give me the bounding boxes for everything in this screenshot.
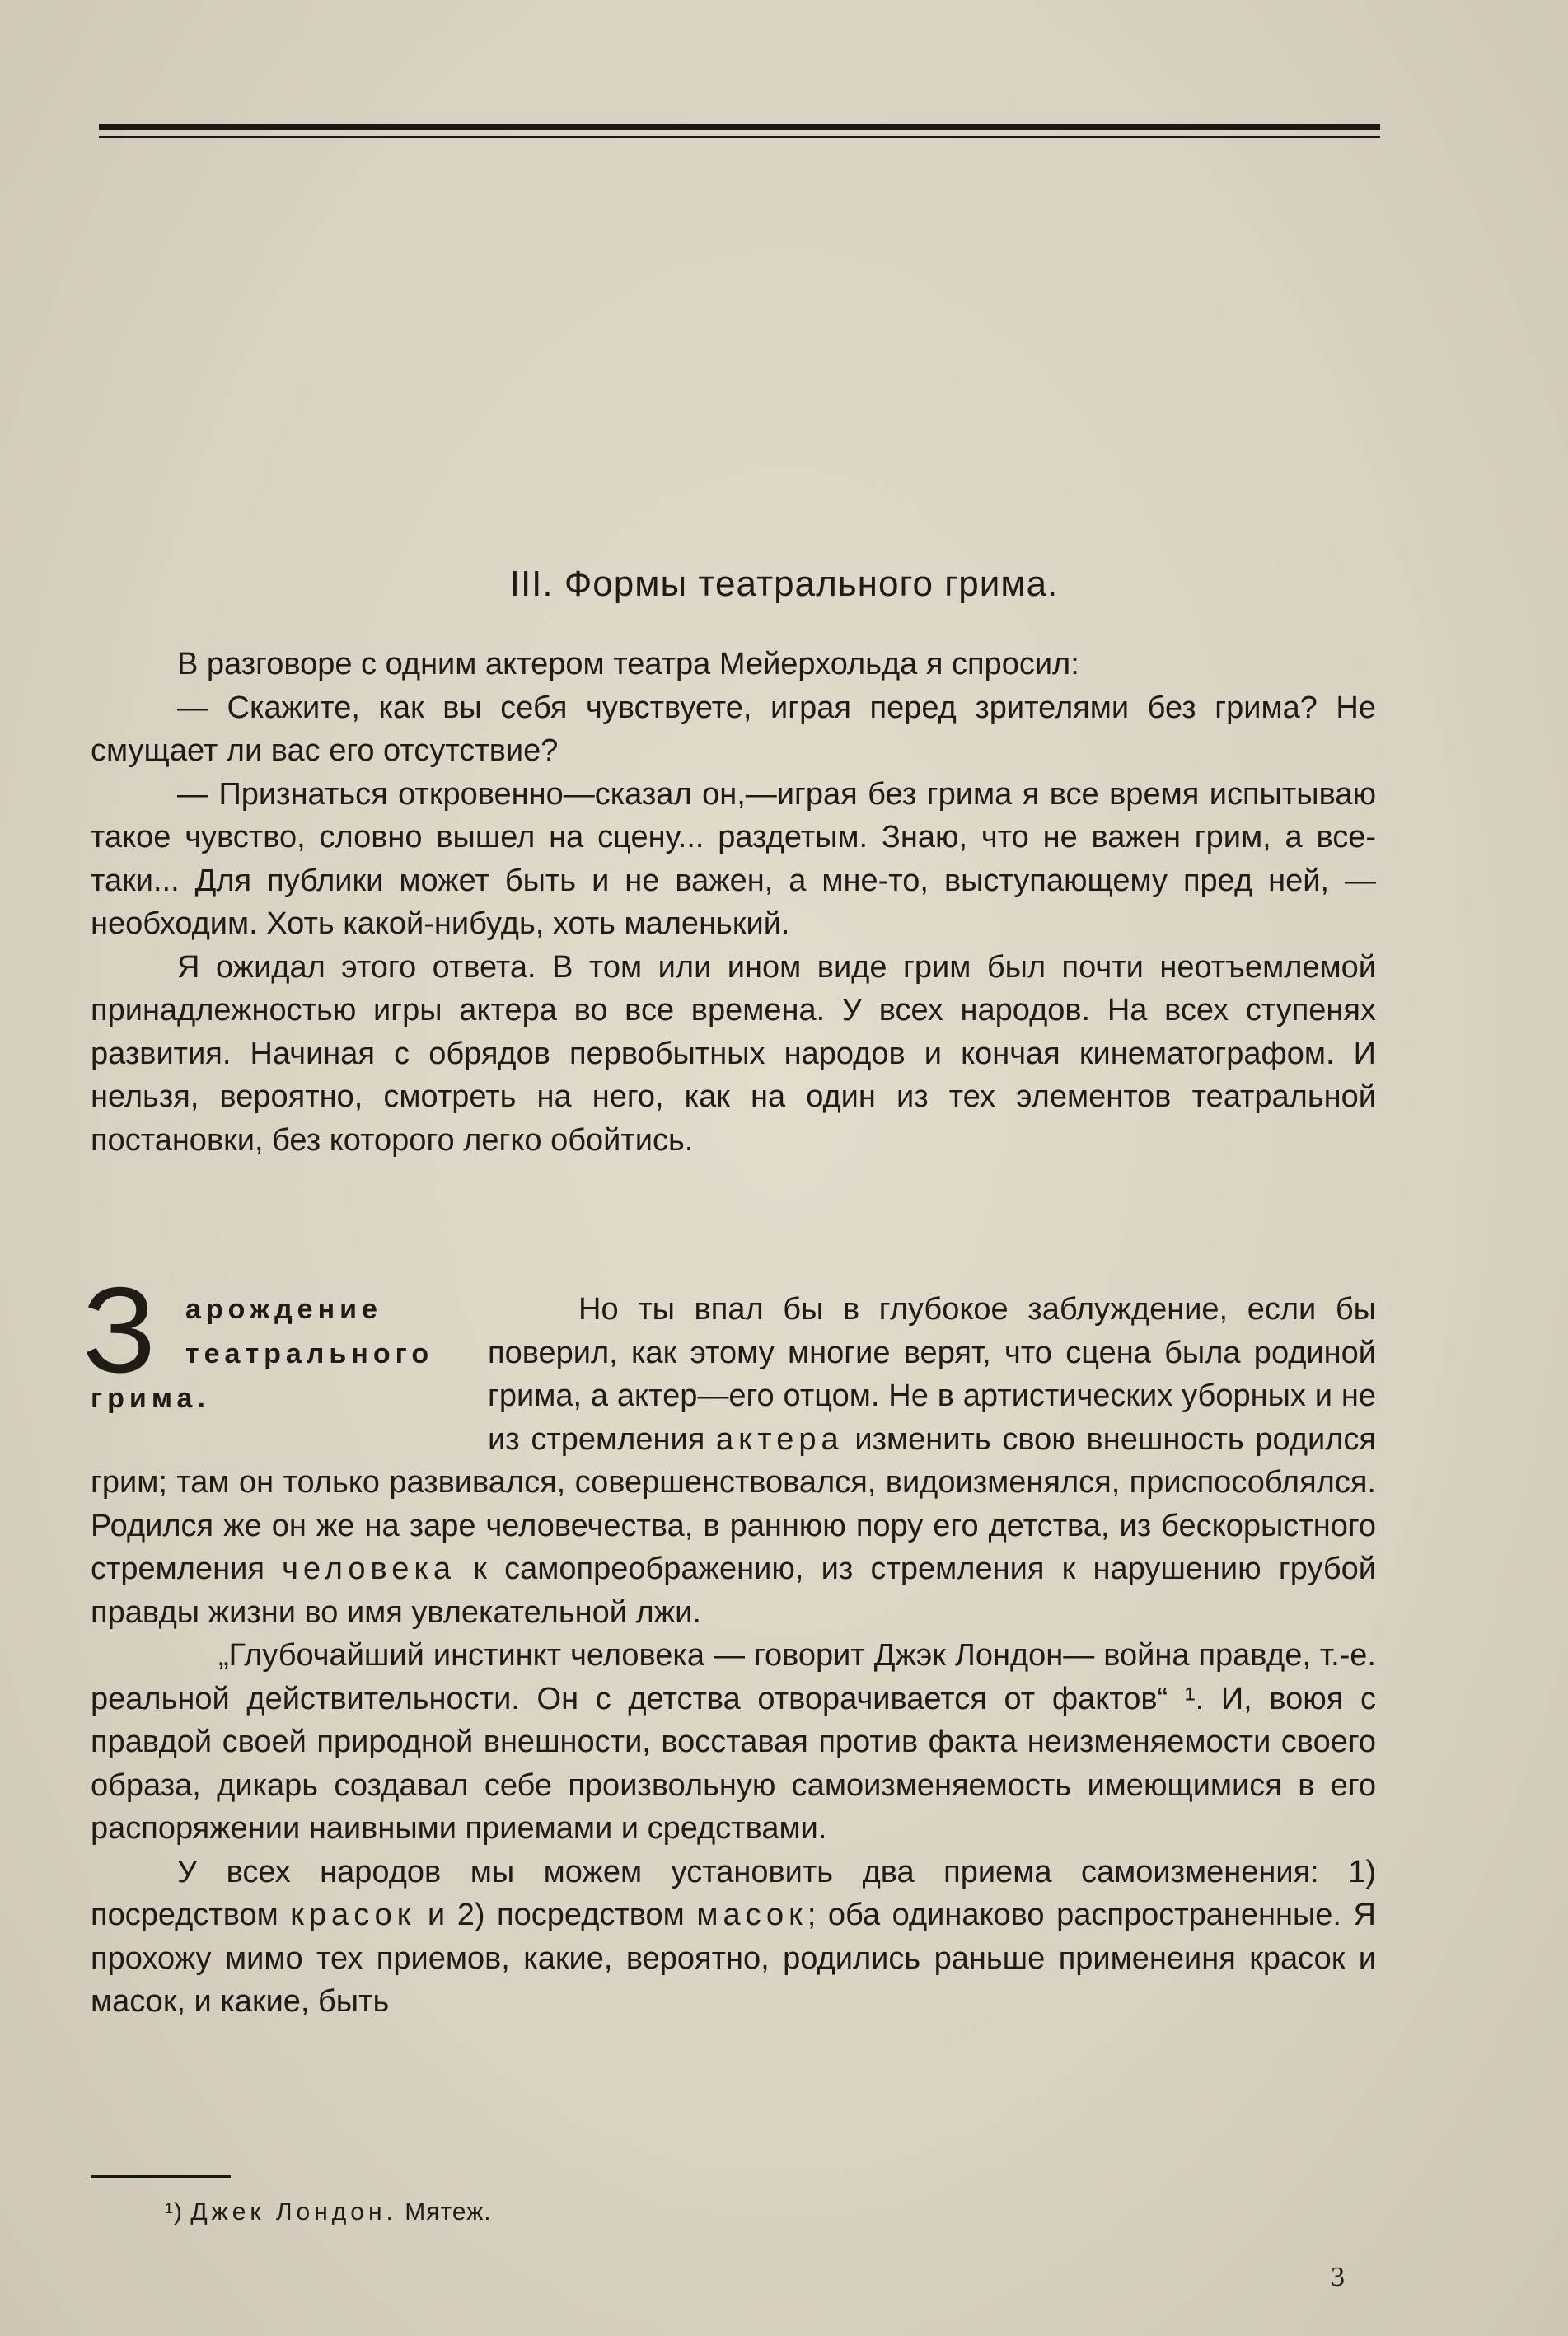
text-run: и 2) посредством (415, 1898, 697, 1932)
side-heading-line: грима. (91, 1383, 210, 1414)
spaced-word: человека (282, 1552, 456, 1586)
text-run: к самопреображению, из стремления к нарушению грубой правды жизни во имя увлекательной лжи. (91, 1552, 1377, 1630)
section-text (82, 1262, 1377, 2024)
paragraph (91, 1851, 1376, 2024)
footnote-marker: ¹) (165, 2198, 183, 2226)
text-run: Но ты впал бы в глубокое заблуждение, если бы поверил, как этому многие верят, что сцена была родиной грима, а актер—его отцом. Не в артистических уборных и не из стремления (488, 1292, 1376, 1457)
footnote-rule (91, 2175, 231, 2178)
text-run: изменить свою внешность родился грим; там он только развивался, совершенствовался, видоизменялся, приспособлялся. Родился же он же на заре человечества, в раннюю пору его детства, из бескорыстного стремления (91, 1421, 1376, 1586)
page-number: 3 (1331, 2262, 1345, 2292)
paragraph: Я ожидал этого ответа. В том или ином виде грим был почти неотъемлемой принадлежностью игры актера во все времена. У всех народов. На всех ступенях развития. Начиная с обрядов первобытных народов и кончая кинематографом. И нельзя, вероятно, смотреть на него, как на один из тех элементов театральной постановки, без которого легко обойтись. (91, 949, 1376, 1158)
header-rule-thin (99, 136, 1380, 138)
footnote-work: Мятеж. (405, 2198, 492, 2226)
side-heading-line: театрального (185, 1338, 434, 1369)
text-run: И, воюя с правдой своей природной внешности, восставая против факта неизменяемости своего образа, дикарь создавал себе произвольную самоизменяемость имеющимися в его распоряжении наивными приемами и средствами. (91, 1681, 1377, 1846)
chapter-title: III. Формы театрального грима. (509, 564, 1059, 604)
spaced-word: красок (290, 1898, 416, 1932)
spaced-word: актера (716, 1421, 844, 1457)
text-run: ; оба одинаково распространенные. Я прохожу мимо тех приемов, какие, вероятно, родились раньше применеиня красок и масок, и какие, быть (91, 1898, 1376, 2019)
paragraph: В разговоре с одним актером театра Мейерхольда я спросил: (177, 647, 1079, 681)
side-heading-line: арождение (185, 1294, 382, 1325)
text-run: У всех народов мы можем установить два приема самоизменения: 1) посредством (91, 1854, 1376, 1932)
side-heading (82, 1262, 478, 1453)
header-rule-thick (99, 124, 1380, 130)
quote: „Глубочайший инстинкт человека — говорит Джэк Лондон— война правде, т.-е. реальной действительности. Он с детства отворачивается от фактов“ ¹. (91, 1638, 1376, 1716)
drop-cap: З (82, 1262, 157, 1398)
footnote-author: Джек Лондон. (190, 2198, 397, 2226)
spaced-word: масок (696, 1898, 807, 1932)
paragraph (91, 1634, 1376, 1851)
footnote (165, 2198, 492, 2226)
paragraph: — Скажите, как вы себя чувствуете, играя перед зрителями без грима? Не смущает ли вас его отсутствие? (91, 690, 1376, 768)
intro-text (91, 643, 1376, 1162)
paragraph: — Признаться откровенно—сказал он,—играя без грима я все время испытываю такое чувство, словно вышел на сцену... раздетым. Знаю, что не важен грим, а все-таки... Для публики может быть и не важен, а мне-то, выступающему пред ней, — необходим. Хоть какой-нибудь, хоть маленький. (91, 776, 1376, 941)
